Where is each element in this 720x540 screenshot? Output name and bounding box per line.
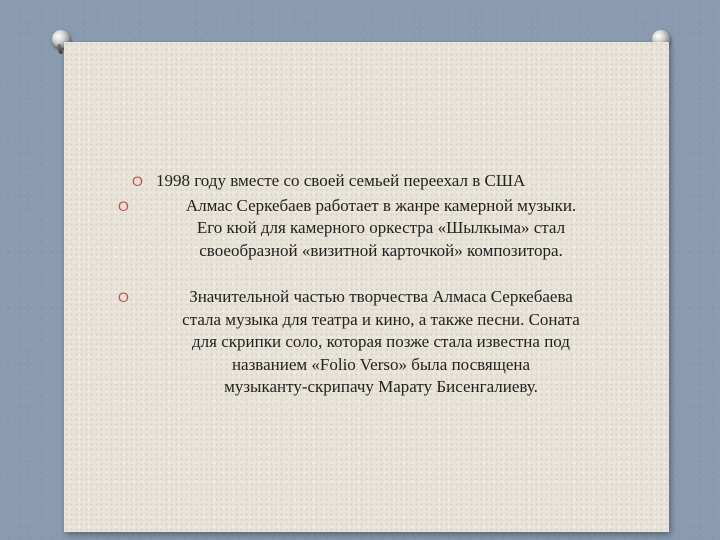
bullet-line: своеобразной «визитной карточкой» композитора. bbox=[199, 240, 563, 260]
bullet-marker-icon: O bbox=[132, 173, 143, 189]
bullet-line: для скрипки соло, которая позже стала известна под bbox=[192, 332, 570, 351]
bullet-item-3 bbox=[118, 286, 618, 399]
bullet-marker-icon: O bbox=[118, 197, 129, 214]
bullet-marker-icon: O bbox=[118, 289, 129, 305]
bullet-line: 1998 году вместе со своей семьей переехал в США bbox=[156, 171, 526, 190]
bullet-line: Алмас Серкебаев работает в жанре камерной музыки. bbox=[185, 195, 577, 215]
slide-content bbox=[118, 170, 618, 399]
bullet-line: названием «Folio Verso» была посвящена bbox=[231, 354, 531, 374]
bullet-line: Значительной частью творчества Алмаса Серкебаева bbox=[189, 287, 573, 306]
bullet-line: стала музыка для театра и кино, а также песни. Соната bbox=[182, 309, 580, 329]
bullet-line: Его кюй для камерного оркестра «Шылкыма» стал bbox=[196, 218, 566, 237]
bullet-line: музыканту-скрипачу Марату Бисенгалиеву. bbox=[224, 377, 538, 396]
bullet-item-2 bbox=[118, 195, 618, 263]
bullet-item-1 bbox=[132, 170, 618, 193]
